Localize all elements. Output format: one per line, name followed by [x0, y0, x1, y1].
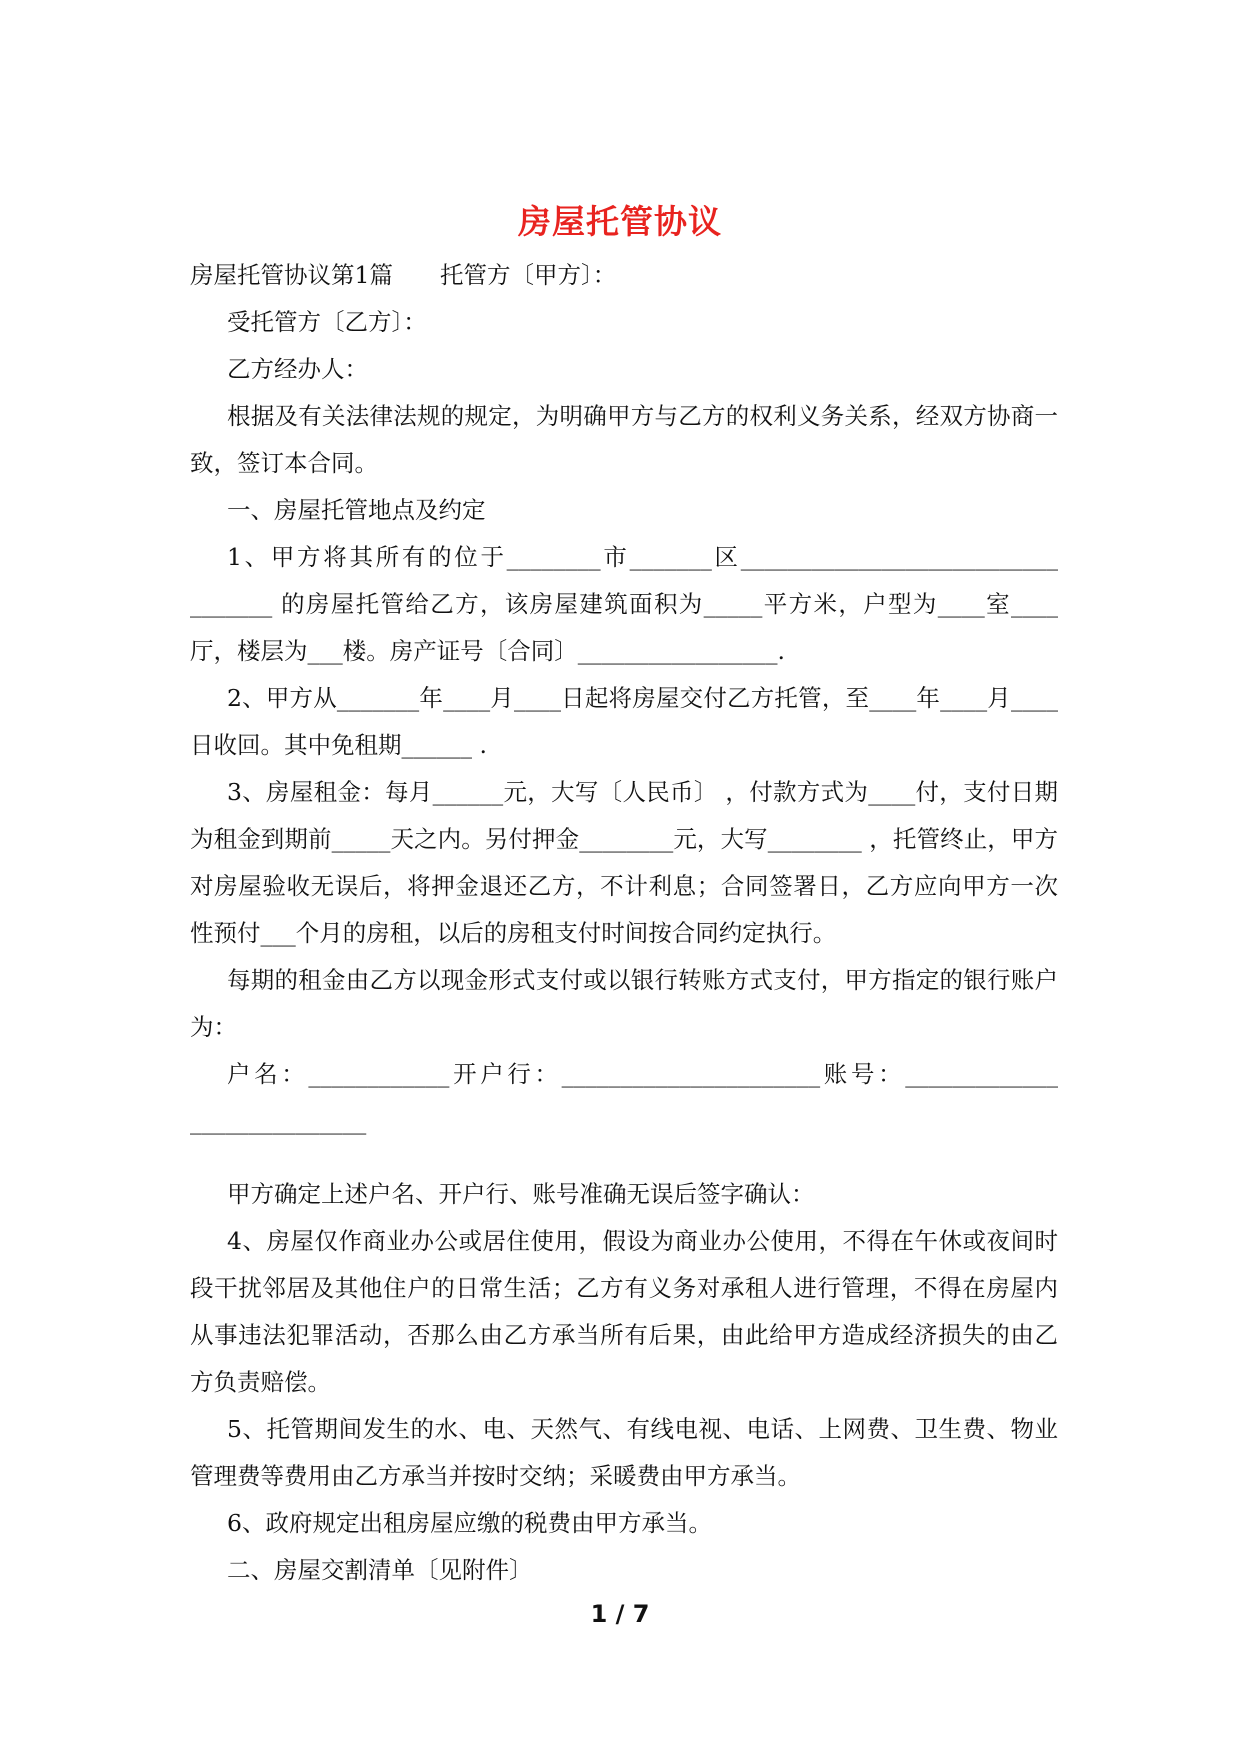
paragraph-heading-line: 房屋托管协议第1篇 托管方〔甲方〕：: [190, 261, 617, 289]
document-body: [190, 252, 1066, 1594]
section-heading-2: 二、房屋交割清单〔见附件〕: [227, 1556, 533, 1584]
page-number: 1 / 7: [590, 1600, 650, 1628]
paragraph-bank-account: 户名：____________开户行：______________________账号：_____________ _______________: [190, 1060, 1066, 1135]
clause-2-period: 2、甲方从_______年____月____日起将房屋交付乙方托管，至____年____月____日收回。其中免租期______ .: [190, 684, 1058, 759]
paragraph-preamble: 根据及有关法律法规的规定，为明确甲方与乙方的权利义务关系，经双方协商一致，签订本合同。: [190, 402, 1058, 477]
paragraph-party-b: 受托管方〔乙方〕：: [227, 308, 427, 336]
clause-1-location: 1、甲方将其所有的位于________市_______区___________________________ _______ 的房屋托管给乙方，该房屋建筑面积为_____平方米，户型为____室____厅，楼层为___楼。房产证号〔合同〕_________________.: [190, 543, 1066, 665]
clause-5-fees: 5、托管期间发生的水、电、天然气、有线电视、电话、上网费、卫生费、物业管理费等费用由乙方承当并按时交纳；采暖费由甲方承当。: [190, 1415, 1058, 1490]
clause-6-taxes: 6、政府规定出租房屋应缴的税费由甲方承当。: [227, 1509, 712, 1537]
clause-3-rent: 3、房屋租金：每月______元，大写〔人民币〕 ，付款方式为____付，支付日期为租金到期前_____天之内。另付押金________元，大写________ ，托管终止，甲方对房屋验收无误后，将押金退还乙方，不计利息；合同签署日，乙方应向甲方一次性预付___个月的房租，以后的房租支付时间按合同约定执行。: [190, 778, 1058, 947]
paragraph-account-confirm: 甲方确定上述户名、开户行、账号准确无误后签字确认：: [227, 1180, 815, 1208]
section-heading-1: 一、房屋托管地点及约定: [227, 496, 486, 524]
paragraph-payment-method: 每期的租金由乙方以现金形式支付或以银行转账方式支付，甲方指定的银行账户为：: [190, 966, 1058, 1041]
clause-4-usage: 4、房屋仅作商业办公或居住使用，假设为商业办公使用，不得在午休或夜间时段干扰邻居及其他住户的日常生活；乙方有义务对承租人进行管理，不得在房屋内从事违法犯罪活动，否那么由乙方承当所有后果，由此给甲方造成经济损失的由乙方负责赔偿。: [190, 1227, 1058, 1396]
document-title: 房屋托管协议: [518, 202, 722, 241]
paragraph-party-b-agent: 乙方经办人：: [227, 355, 368, 383]
